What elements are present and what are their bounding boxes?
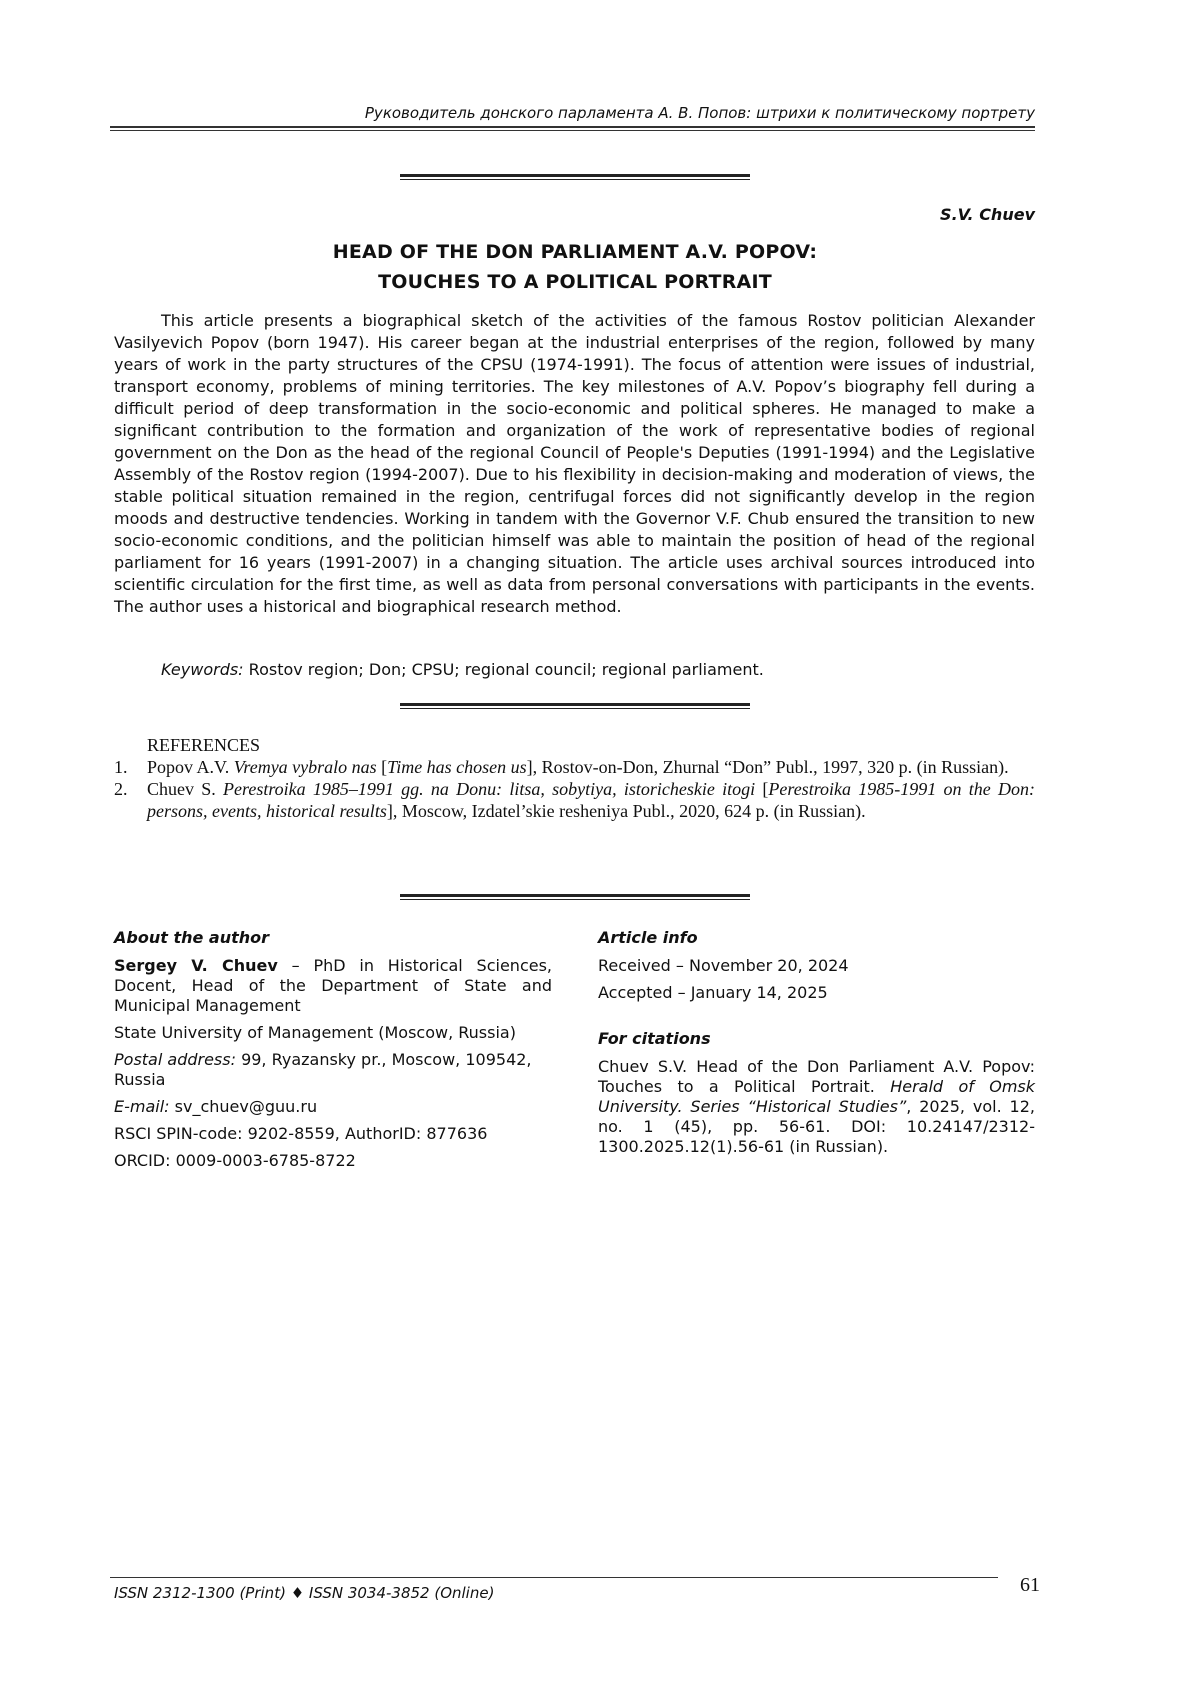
header-rule (110, 126, 1035, 128)
citation-heading: For citations (598, 1029, 711, 1048)
reference-text (147, 778, 1035, 822)
author-position: – PhD in Historical Sciences, Docent, Head of the Department of State and Municipal Management (114, 956, 552, 1015)
ref-translation: Perestroika 1985-1991 on the Don: persons, events, historical results (147, 779, 1035, 821)
author-affiliation: State University of Management (Moscow, Russia) (114, 1023, 516, 1042)
received-date: Received – November 20, 2024 (598, 956, 849, 975)
separator-bottom (400, 894, 750, 900)
footer-rule (110, 1577, 998, 1578)
citation-part: Chuev S.V. Head of the Don Parliament A.V. Popov: Touches to a Political Portrait. (598, 1057, 1035, 1096)
citation-journal: Herald of Omsk University. Series “Historical Studies” (598, 1077, 1036, 1116)
ref-author: Chuev S. (147, 779, 224, 799)
separator-top (400, 174, 750, 180)
author-orcid: ORCID: 0009-0003-6785-8722 (114, 1151, 356, 1170)
ref-details: ], Rostov-on-Don, Zhurnal “Don” Publ., 1997, 320 p. (in Russian). (526, 757, 1009, 777)
title-line-2: TOUCHES TO A POLITICAL PORTRAIT (378, 271, 772, 293)
ref-author: Popov A.V. (147, 757, 234, 777)
email-label: E-mail: (114, 1097, 170, 1116)
author-rsci: RSCI SPIN-code: 9202-8559, AuthorID: 877636 (114, 1124, 488, 1143)
reference-number: 1. (114, 757, 128, 777)
ref-title: Vremya vybralo nas (233, 757, 377, 777)
author-line: S.V. Chuev (940, 205, 1035, 224)
article-info-heading: Article info (598, 928, 698, 947)
reference-text (147, 756, 1035, 778)
author-email (114, 1097, 552, 1117)
footer-issn: ISSN 2312-1300 (Print) ♦ ISSN 3034-3852 (Online) (114, 1584, 495, 1602)
about-author-heading: About the author (114, 928, 270, 947)
email-address[interactable]: sv_chuev@guu.ru (169, 1097, 318, 1116)
references-heading: REFERENCES (147, 735, 261, 755)
title-line-1: HEAD OF THE DON PARLIAMENT A.V. POPOV: (332, 241, 818, 263)
about-author-section (114, 928, 552, 1178)
reference-number: 2. (114, 779, 128, 799)
reference-item (114, 778, 1035, 822)
ref-bracket: [ (755, 779, 769, 799)
postal-label: Postal address: (114, 1050, 236, 1069)
separator-middle (400, 703, 750, 709)
article-title (150, 237, 1000, 297)
ref-bracket: [ (376, 757, 388, 777)
author-bio (114, 956, 552, 1016)
page-number: 61 (1020, 1574, 1040, 1596)
author-name: Sergey V. Chuev (114, 956, 278, 975)
accepted-date: Accepted – January 14, 2025 (598, 983, 828, 1002)
citation-text (598, 1057, 1035, 1157)
abstract: This article presents a biographical sketch of the activities of the famous Rostov politician Alexander Vasilyevich Popov (born 1947). His career began at the industrial enterprises of the region, followed by many years of work in the party structures of the CPSU (1974-1991). The focus of attention were issues of industrial, transport economy, problems of mining territories. The key milestones of A.V. Popov’s biography fell during a difficult period of deep transformation in the socio-economic and political spheres. He managed to make a significant contribution to the formation and organization of the work of representative bodies of regional government on the Don as the head of the regional Council of People's Deputies (1991-1994) and the Legislative Assembly of the Rostov region (1994-2007). Due to his flexibility in decision-making and moderation of views, the stable political situation remained in the region, centrifugal forces did not significantly develop in the region moods and destructive tendencies. Working in tandem with the Governor V.F. Chub ensured the transition to new socio-economic conditions, and the politician himself was able to maintain the position of head of the regional parliament for 16 years (1991-2007) in a changing situation. The article uses archival sources introduced into scientific circulation for the first time, as well as data from personal conversations with participants in the events. The author uses a historical and biographical research method. (114, 311, 1035, 616)
citation-details: , 2025, vol. 12, no. 1 (45), pp. 56-61. DOI: 10.24147/2312-1300.2025.12(1).56-61 (in Russian). (598, 1097, 1035, 1156)
ref-title: Perestroika 1985–1991 gg. na Donu: litsa, sobytiya, istoricheskie itogi (223, 779, 756, 799)
references (114, 734, 1035, 822)
reference-item (114, 756, 1035, 778)
ref-translation: Time has chosen us (387, 757, 527, 777)
postal-address: 99, Ryazansky pr., Moscow, 109542, Russia (114, 1050, 532, 1089)
running-header: Руководитель донского парламента А. В. Попов: штрихи к политическому портрету (364, 104, 1035, 122)
header-rule-thin (110, 130, 1035, 131)
keywords-label: Keywords: (161, 660, 244, 679)
keywords-text: Rostov region; Don; CPSU; regional council; regional parliament. (243, 660, 764, 679)
ref-details: ], Moscow, Izdatel’skie resheniya Publ., 2020, 624 p. (in Russian). (386, 801, 866, 821)
author-postal (114, 1050, 552, 1090)
article-info-section (598, 928, 1035, 1164)
keywords (161, 660, 1035, 679)
